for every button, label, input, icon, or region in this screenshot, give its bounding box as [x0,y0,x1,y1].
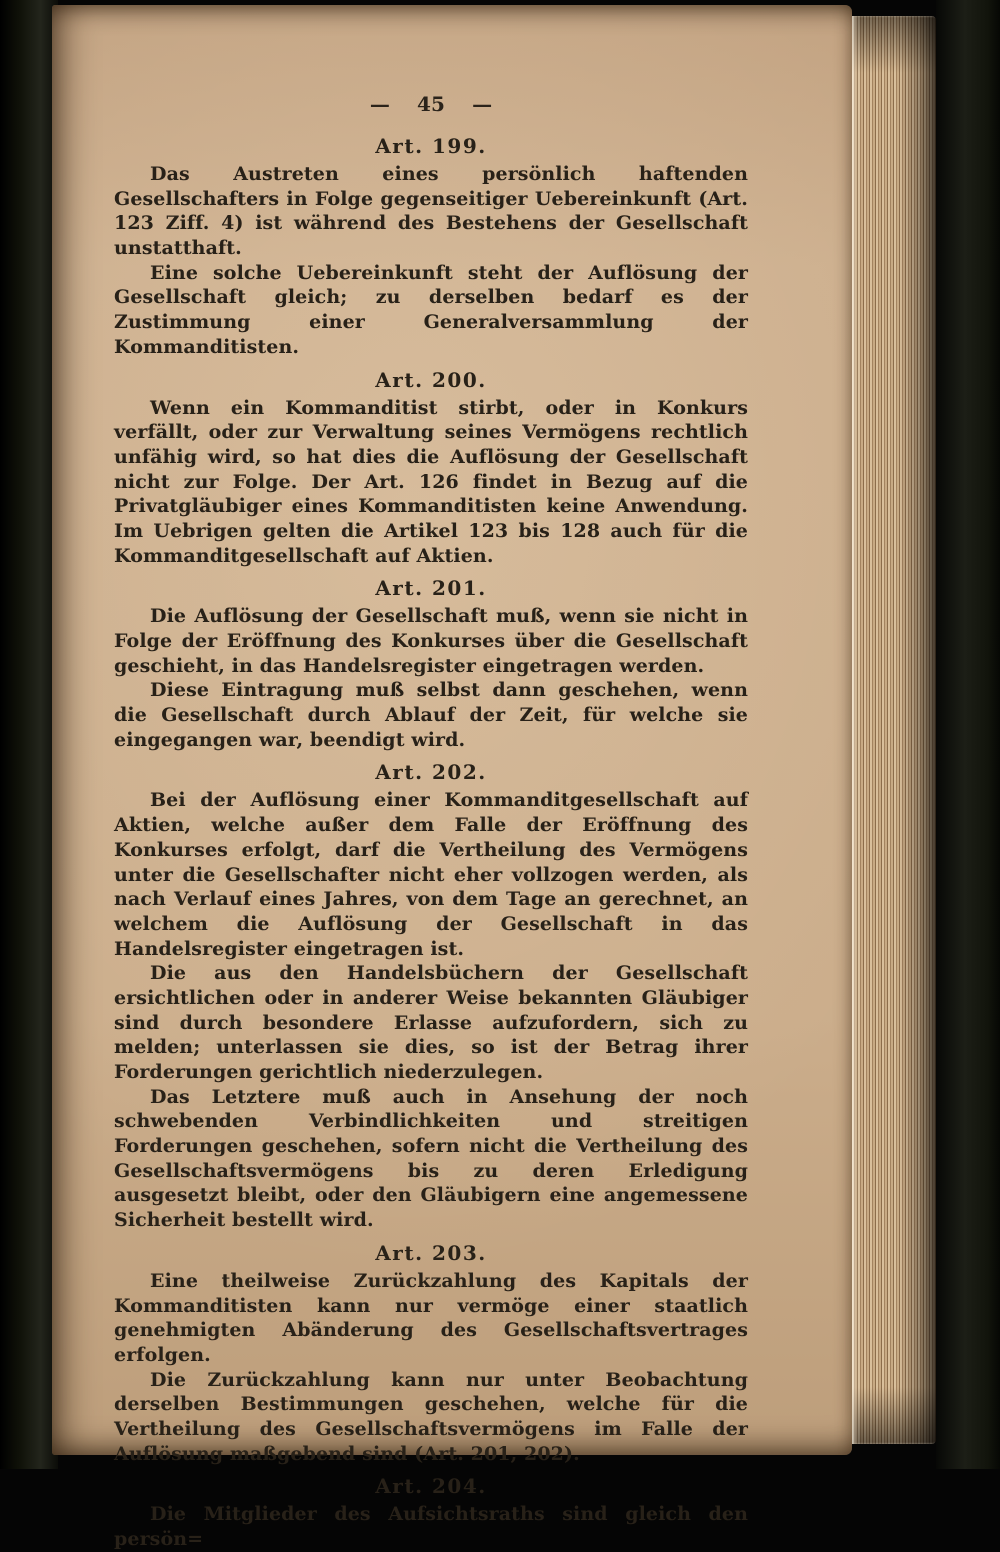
article-204 [114,1473,748,1551]
paragraph: Das Letztere muß auch in Ansehung der noch schwebenden Verbindlichkeiten und streitigen Forderungen geschehen, sofern nicht die Vertheilung des Gesellschaftsvermögens bis zu deren Erledigung ausgesetzt bleibt, oder den Gläubigern eine angemessene Sicherheit bestellt wird. [114,1085,748,1232]
page-text-block [114,91,748,1552]
article-200 [114,367,748,569]
paragraph: Bei der Auflösung einer Kommanditgesellschaft auf Aktien, welche außer dem Falle der Eröffnung des Konkurses erfolgt, darf die Vertheilung des Vermögens unter die Gesellschafter nicht eher vollzogen werden, als nach Verlauf eines Jahres, von dem Tage an gerechnet, an welchem die Auflösung der Gesellschaft in das Handelsregister eingetragen ist. [114,789,748,960]
paragraph: Eine solche Uebereinkunft steht der Auflösung der Gesellschaft gleich; zu derselben bedarf es der Zustimmung einer Generalversammlung der Kommanditisten. [114,261,748,358]
paragraph: Diese Eintragung muß selbst dann geschehen, wenn die Gesellschaft durch Ablauf der Zeit, für welche sie eingegangen war, beendigt wird. [114,679,748,751]
article-202 [114,759,748,1232]
article-200-heading: Art. 200. [375,367,487,392]
article-203-heading: Art. 203. [375,1240,487,1265]
paragraph: Die Auflösung der Gesellschaft muß, wenn sie nicht in Folge der Eröffnung des Konkurses über die Gesellschaft geschieht, in das Handelsregister eingetragen werden. [114,605,748,677]
page-edge-stack [852,16,936,1444]
paragraph: Die Zurückzahlung kann nur unter Beobachtung derselben Bestimmungen geschehen, welche für die Vertheilung des Gesellschaftsvermögens im Falle der Auflösung maßgebend sind (Art. 201, 202). [114,1368,748,1465]
paragraph: Eine theilweise Zurückzahlung des Kapitals der Kommanditisten kann nur vermöge einer staatlich genehmigten Abänderung des Gesellschaftsvertrages erfolgen. [114,1269,748,1366]
book-cover-right [936,0,1000,1469]
article-204-heading: Art. 204. [375,1474,487,1499]
paragraph: Die Mitglieder des Aufsichtsraths sind gleich den persön= [114,1503,748,1550]
article-203 [114,1240,748,1467]
paragraph: Das Austreten eines persönlich haftenden Gesellschafters in Folge gegenseitiger Uebereinkunft (Art. 123 Ziff. 4) ist während des Bestehens der Gesellschaft unstatthaft. [114,163,748,260]
article-199 [114,133,748,360]
book-cover-left [0,0,58,1469]
article-199-heading: Art. 199. [375,134,487,158]
article-201 [114,575,748,752]
page-number: — 45 — [369,92,493,116]
book-page [52,5,852,1550]
paragraph: Wenn ein Kommanditist stirbt, oder in Konkurs verfällt, oder zur Verwaltung seines Vermögens rechtlich unfähig wird, so hat dies die Auflösung der Gesellschaft nicht zur Folge. Der Art. 126 findet in Bezug auf die Privatgläubiger eines Kommanditisten keine Anwendung. Im Uebrigen gelten die Artikel 123 bis 128 auch für die Kommanditgesellschaft auf Aktien. [114,396,748,567]
article-202-heading: Art. 202. [375,760,487,785]
paragraph: Die aus den Handelsbüchern der Gesellschaft ersichtlichen oder in anderer Weise bekannten Gläubiger sind durch besondere Erlasse aufzufordern, sich zu melden; unterlassen sie dies, so ist der Betrag ihrer Forderungen gerichtlich niederzulegen. [114,962,748,1083]
article-201-heading: Art. 201. [375,576,487,601]
